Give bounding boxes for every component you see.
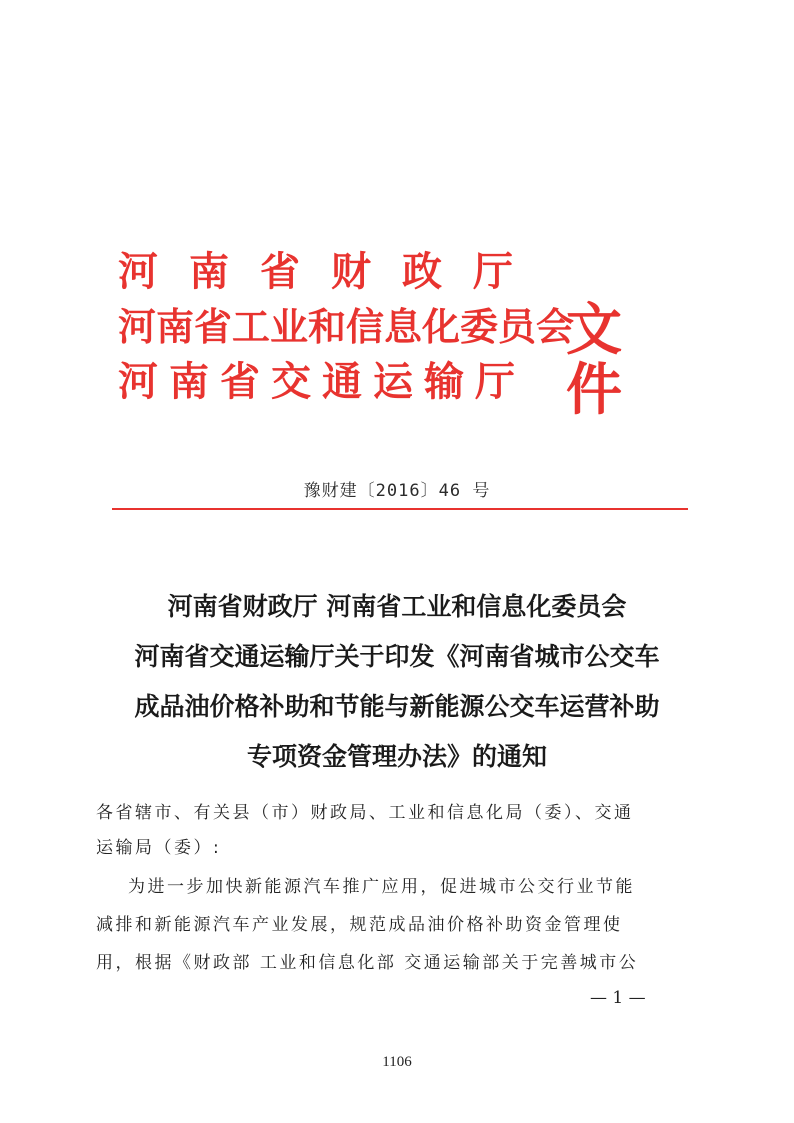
document-type-label: 文件 [566, 297, 624, 423]
addressee-line: 各省辖市、有关县（市）财政局、工业和信息化局（委）、交通 [96, 803, 634, 823]
page-number: — 1 — [590, 988, 646, 1008]
title-line: 河南省交通运输厅关于印发《河南省城市公交车 [134, 642, 660, 671]
body-paragraph-line: 用，根据《财政部 工业和信息化部 交通运输部关于完善城市公 [96, 953, 639, 973]
document-number: 豫财建〔2016〕46 号 [303, 481, 491, 501]
red-header [118, 248, 678, 423]
issuer-finance-dept: 河南省财政厅 [118, 248, 544, 295]
issuer-transport-dept: 河南省交通运输厅 [118, 358, 526, 405]
title-line: 河南省财政厅 河南省工业和信息化委员会 [167, 592, 627, 621]
archive-number: 1106 [382, 1054, 412, 1070]
title-line: 成品油价格补助和节能与新能源公交车运营补助 [134, 692, 660, 721]
title-line: 专项资金管理办法》的通知 [246, 742, 547, 771]
body-paragraph-line: 减排和新能源汽车产业发展，规范成品油价格补助资金管理使 [96, 915, 623, 935]
body-paragraph-line: 为进一步加快新能源汽车推广应用，促进城市公交行业节能 [128, 877, 635, 897]
document-title [80, 582, 714, 782]
addressee-line: 运输局（委）: [96, 838, 222, 858]
issuer-industry-commission: 河南省工业和信息化委员会 [118, 304, 575, 349]
red-divider-rule [112, 508, 688, 510]
